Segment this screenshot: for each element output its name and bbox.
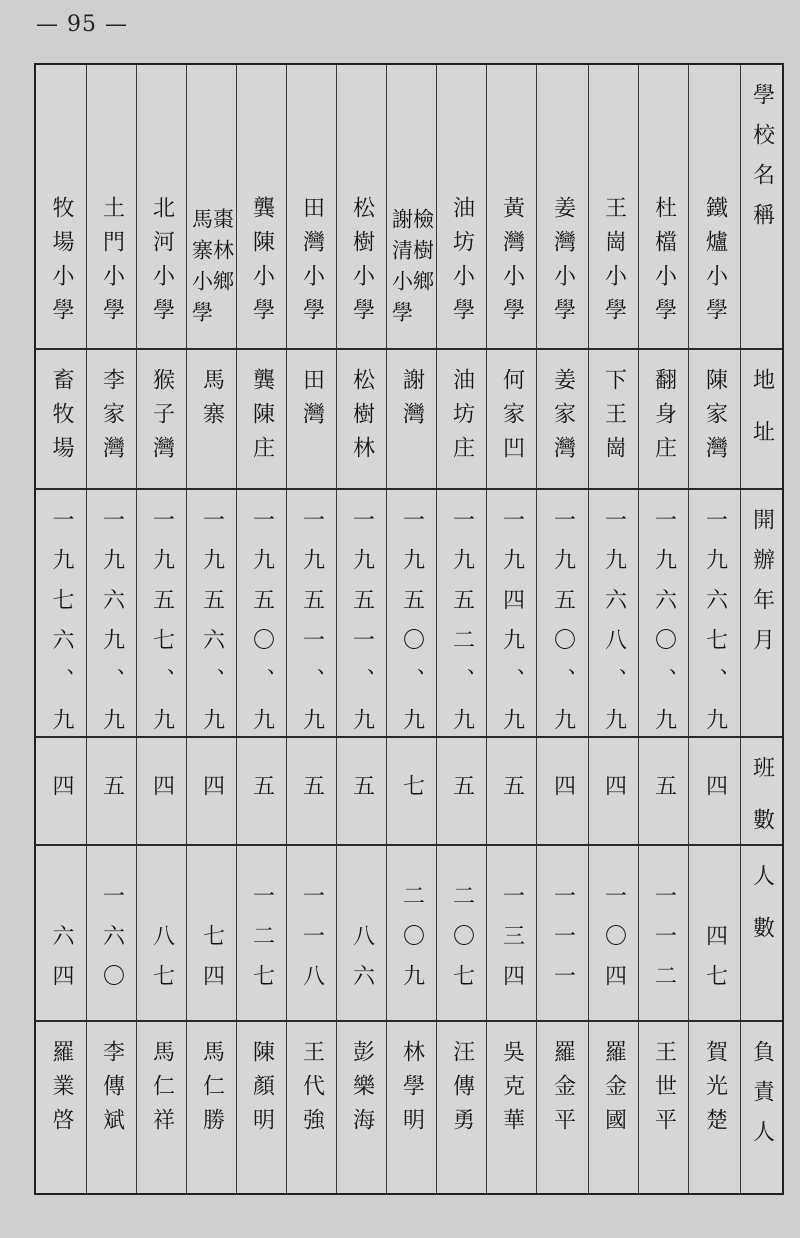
cell-address xyxy=(536,350,588,488)
school-name: 龔陳小學 xyxy=(249,196,275,332)
cell-name xyxy=(638,65,688,348)
cell-classes xyxy=(286,738,336,844)
school-address: 李家灣 xyxy=(99,368,125,470)
cell-founded xyxy=(286,490,336,748)
cell-address xyxy=(588,350,638,488)
header-address xyxy=(740,350,782,488)
cell-classes xyxy=(638,738,688,844)
school-address: 何家凹 xyxy=(499,368,525,470)
school-founded: 一九五二、九 xyxy=(449,508,475,748)
header-label: 負責人 xyxy=(749,1040,775,1160)
cell-students xyxy=(588,846,638,1020)
cell-principal xyxy=(638,1022,688,1193)
school-founded: 一九五〇、九 xyxy=(249,508,275,748)
school-classes: 五 xyxy=(299,774,325,808)
school-address: 松樹林 xyxy=(349,368,375,470)
school-address: 下王崗 xyxy=(601,368,627,470)
school-name: 油坊小學 xyxy=(449,196,475,332)
school-students: 二〇九 xyxy=(399,884,425,1004)
school-classes: 五 xyxy=(651,774,677,808)
cell-principal xyxy=(436,1022,486,1193)
header-label: 班數 xyxy=(749,756,775,860)
school-name: 土門小學 xyxy=(99,196,125,332)
cell-principal xyxy=(486,1022,536,1193)
school-address: 姜家灣 xyxy=(550,368,576,470)
school-classes: 五 xyxy=(99,774,125,808)
cell-classes xyxy=(688,738,740,844)
school-students: 一一一 xyxy=(550,884,576,1004)
cell-principal xyxy=(186,1022,236,1193)
cell-principal xyxy=(236,1022,286,1193)
cell-name xyxy=(36,65,86,348)
school-students: 四七 xyxy=(702,924,728,1004)
school-classes: 四 xyxy=(149,774,175,808)
cell-name xyxy=(588,65,638,348)
cell-principal xyxy=(386,1022,436,1193)
cell-name xyxy=(286,65,336,348)
school-principal: 陳顏明 xyxy=(249,1040,275,1142)
cell-students xyxy=(386,846,436,1020)
school-principal: 吳克華 xyxy=(499,1040,525,1142)
cell-classes xyxy=(336,738,386,844)
school-address: 油坊庄 xyxy=(449,368,475,470)
row-principal xyxy=(36,1022,782,1193)
school-name: 鐵爐小學 xyxy=(702,196,728,332)
school-principal: 李傳斌 xyxy=(99,1040,125,1142)
cell-name xyxy=(86,65,136,348)
school-name: 牧場小學 xyxy=(49,196,74,332)
school-students: 一〇四 xyxy=(601,884,627,1004)
cell-classes xyxy=(236,738,286,844)
cell-address xyxy=(86,350,136,488)
school-students: 八六 xyxy=(349,924,375,1004)
cell-students xyxy=(486,846,536,1020)
cell-classes xyxy=(536,738,588,844)
row-name xyxy=(36,65,782,350)
school-classes: 五 xyxy=(449,774,475,808)
cell-founded xyxy=(86,490,136,748)
cell-name xyxy=(536,65,588,348)
cell-students xyxy=(286,846,336,1020)
school-address: 馬寨 xyxy=(199,368,225,436)
header-name xyxy=(740,65,782,348)
school-principal: 王世平 xyxy=(651,1040,677,1142)
school-name: 田灣小學 xyxy=(299,196,325,332)
school-students: 一一二 xyxy=(651,884,677,1004)
school-principal: 羅金國 xyxy=(601,1040,627,1142)
school-classes: 五 xyxy=(249,774,275,808)
school-founded: 一九七六、九 xyxy=(49,508,74,748)
cell-students xyxy=(638,846,688,1020)
school-name: 杜檔小學 xyxy=(651,196,677,332)
school-classes: 五 xyxy=(499,774,525,808)
school-name: 檢樹鄉 謝清小學 xyxy=(389,208,435,332)
cell-founded xyxy=(588,490,638,748)
school-name: 松樹小學 xyxy=(349,196,375,332)
header-label: 地址 xyxy=(749,368,775,472)
school-address: 田灣 xyxy=(299,368,325,436)
page-number: — 95 — xyxy=(36,12,128,37)
school-classes: 七 xyxy=(399,774,425,808)
header-founded xyxy=(740,490,782,736)
cell-classes xyxy=(136,738,186,844)
cell-founded xyxy=(436,490,486,748)
school-founded: 一九五一、九 xyxy=(349,508,375,748)
school-classes: 四 xyxy=(49,774,74,808)
school-students: 一二七 xyxy=(249,884,275,1004)
school-address: 謝灣 xyxy=(399,368,425,436)
school-classes: 四 xyxy=(550,774,576,808)
school-principal: 彭樂海 xyxy=(349,1040,375,1142)
cell-name xyxy=(436,65,486,348)
school-address: 陳家灣 xyxy=(702,368,728,470)
cell-address xyxy=(336,350,386,488)
school-name: 王崗小學 xyxy=(601,196,627,332)
cell-students xyxy=(336,846,386,1020)
cell-principal xyxy=(536,1022,588,1193)
cell-name xyxy=(386,65,436,348)
header-students xyxy=(740,846,782,1020)
cell-principal xyxy=(136,1022,186,1193)
school-founded: 一九六〇、九 xyxy=(651,508,677,748)
row-classes xyxy=(36,738,782,860)
cell-name xyxy=(486,65,536,348)
school-founded: 一九六八、九 xyxy=(601,508,627,748)
cell-classes xyxy=(588,738,638,844)
school-students: 八七 xyxy=(149,924,175,1004)
cell-students xyxy=(136,846,186,1020)
schools-table xyxy=(34,63,784,1195)
cell-name xyxy=(336,65,386,348)
cell-name xyxy=(688,65,740,348)
cell-address xyxy=(638,350,688,488)
cell-address xyxy=(186,350,236,488)
cell-students xyxy=(436,846,486,1020)
school-name: 黃灣小學 xyxy=(499,196,525,332)
cell-address xyxy=(486,350,536,488)
cell-founded xyxy=(336,490,386,748)
school-principal: 汪傳勇 xyxy=(449,1040,475,1142)
school-founded: 一九六七、九 xyxy=(702,508,728,748)
cell-students xyxy=(86,846,136,1020)
header-label: 開辦年月 xyxy=(749,508,775,668)
cell-classes xyxy=(86,738,136,844)
school-principal: 王代強 xyxy=(299,1040,325,1142)
school-founded: 一九五〇、九 xyxy=(550,508,576,748)
cell-students xyxy=(236,846,286,1020)
school-name: 姜灣小學 xyxy=(550,196,576,332)
school-name: 北河小學 xyxy=(149,196,175,332)
cell-students xyxy=(186,846,236,1020)
cell-classes xyxy=(386,738,436,844)
cell-address xyxy=(136,350,186,488)
cell-students xyxy=(536,846,588,1020)
school-founded: 一九五七、九 xyxy=(149,508,175,748)
cell-classes xyxy=(486,738,536,844)
row-address xyxy=(36,350,782,490)
cell-classes xyxy=(186,738,236,844)
cell-founded xyxy=(136,490,186,748)
school-founded: 一九六九、九 xyxy=(99,508,125,748)
cell-founded xyxy=(186,490,236,748)
school-address: 畜牧場 xyxy=(49,368,74,470)
cell-founded xyxy=(236,490,286,748)
school-classes: 五 xyxy=(349,774,375,808)
cell-classes xyxy=(436,738,486,844)
header-classes xyxy=(740,738,782,860)
school-principal: 羅業啓 xyxy=(49,1040,74,1142)
cell-principal xyxy=(36,1022,86,1193)
school-principal: 羅金平 xyxy=(550,1040,576,1142)
cell-founded xyxy=(638,490,688,748)
school-students: 六四 xyxy=(49,924,74,1004)
school-principal: 馬仁勝 xyxy=(199,1040,225,1142)
school-address: 猴子灣 xyxy=(149,368,175,470)
cell-name xyxy=(136,65,186,348)
school-founded: 一九五一、九 xyxy=(299,508,325,748)
cell-principal xyxy=(688,1022,740,1193)
school-students: 七四 xyxy=(199,924,225,1004)
row-students xyxy=(36,846,782,1022)
cell-address xyxy=(236,350,286,488)
cell-name xyxy=(186,65,236,348)
cell-founded xyxy=(486,490,536,748)
row-founded xyxy=(36,490,782,748)
school-students: 二〇七 xyxy=(449,884,475,1004)
cell-address xyxy=(436,350,486,488)
cell-founded xyxy=(36,490,86,748)
school-principal: 賀光楚 xyxy=(702,1040,728,1142)
school-students: 一三四 xyxy=(499,884,525,1004)
school-classes: 四 xyxy=(702,774,728,808)
school-founded: 一九五六、九 xyxy=(199,508,225,748)
school-name: 棗林鄉 馬寨小學 xyxy=(189,208,235,332)
cell-founded xyxy=(386,490,436,748)
cell-address xyxy=(688,350,740,488)
school-students: 一一八 xyxy=(299,884,325,1004)
school-address: 翻身庄 xyxy=(651,368,677,470)
cell-name xyxy=(236,65,286,348)
cell-principal xyxy=(336,1022,386,1193)
cell-principal xyxy=(86,1022,136,1193)
school-address: 龔陳庄 xyxy=(249,368,275,470)
header-principal xyxy=(740,1022,782,1193)
cell-principal xyxy=(588,1022,638,1193)
cell-students xyxy=(36,846,86,1020)
school-principal: 林學明 xyxy=(399,1040,425,1142)
school-principal: 馬仁祥 xyxy=(149,1040,175,1142)
cell-principal xyxy=(286,1022,336,1193)
school-founded: 一九五〇、九 xyxy=(399,508,425,748)
school-founded: 一九四九、九 xyxy=(499,508,525,748)
cell-classes xyxy=(36,738,86,844)
cell-founded xyxy=(536,490,588,748)
school-classes: 四 xyxy=(199,774,225,808)
school-students: 一六〇 xyxy=(99,884,125,1004)
cell-students xyxy=(688,846,740,1020)
cell-address xyxy=(36,350,86,488)
cell-address xyxy=(286,350,336,488)
header-label: 人數 xyxy=(749,864,775,968)
school-classes: 四 xyxy=(601,774,627,808)
header-label: 學校名稱 xyxy=(749,83,775,243)
cell-founded xyxy=(688,490,740,748)
cell-address xyxy=(386,350,436,488)
